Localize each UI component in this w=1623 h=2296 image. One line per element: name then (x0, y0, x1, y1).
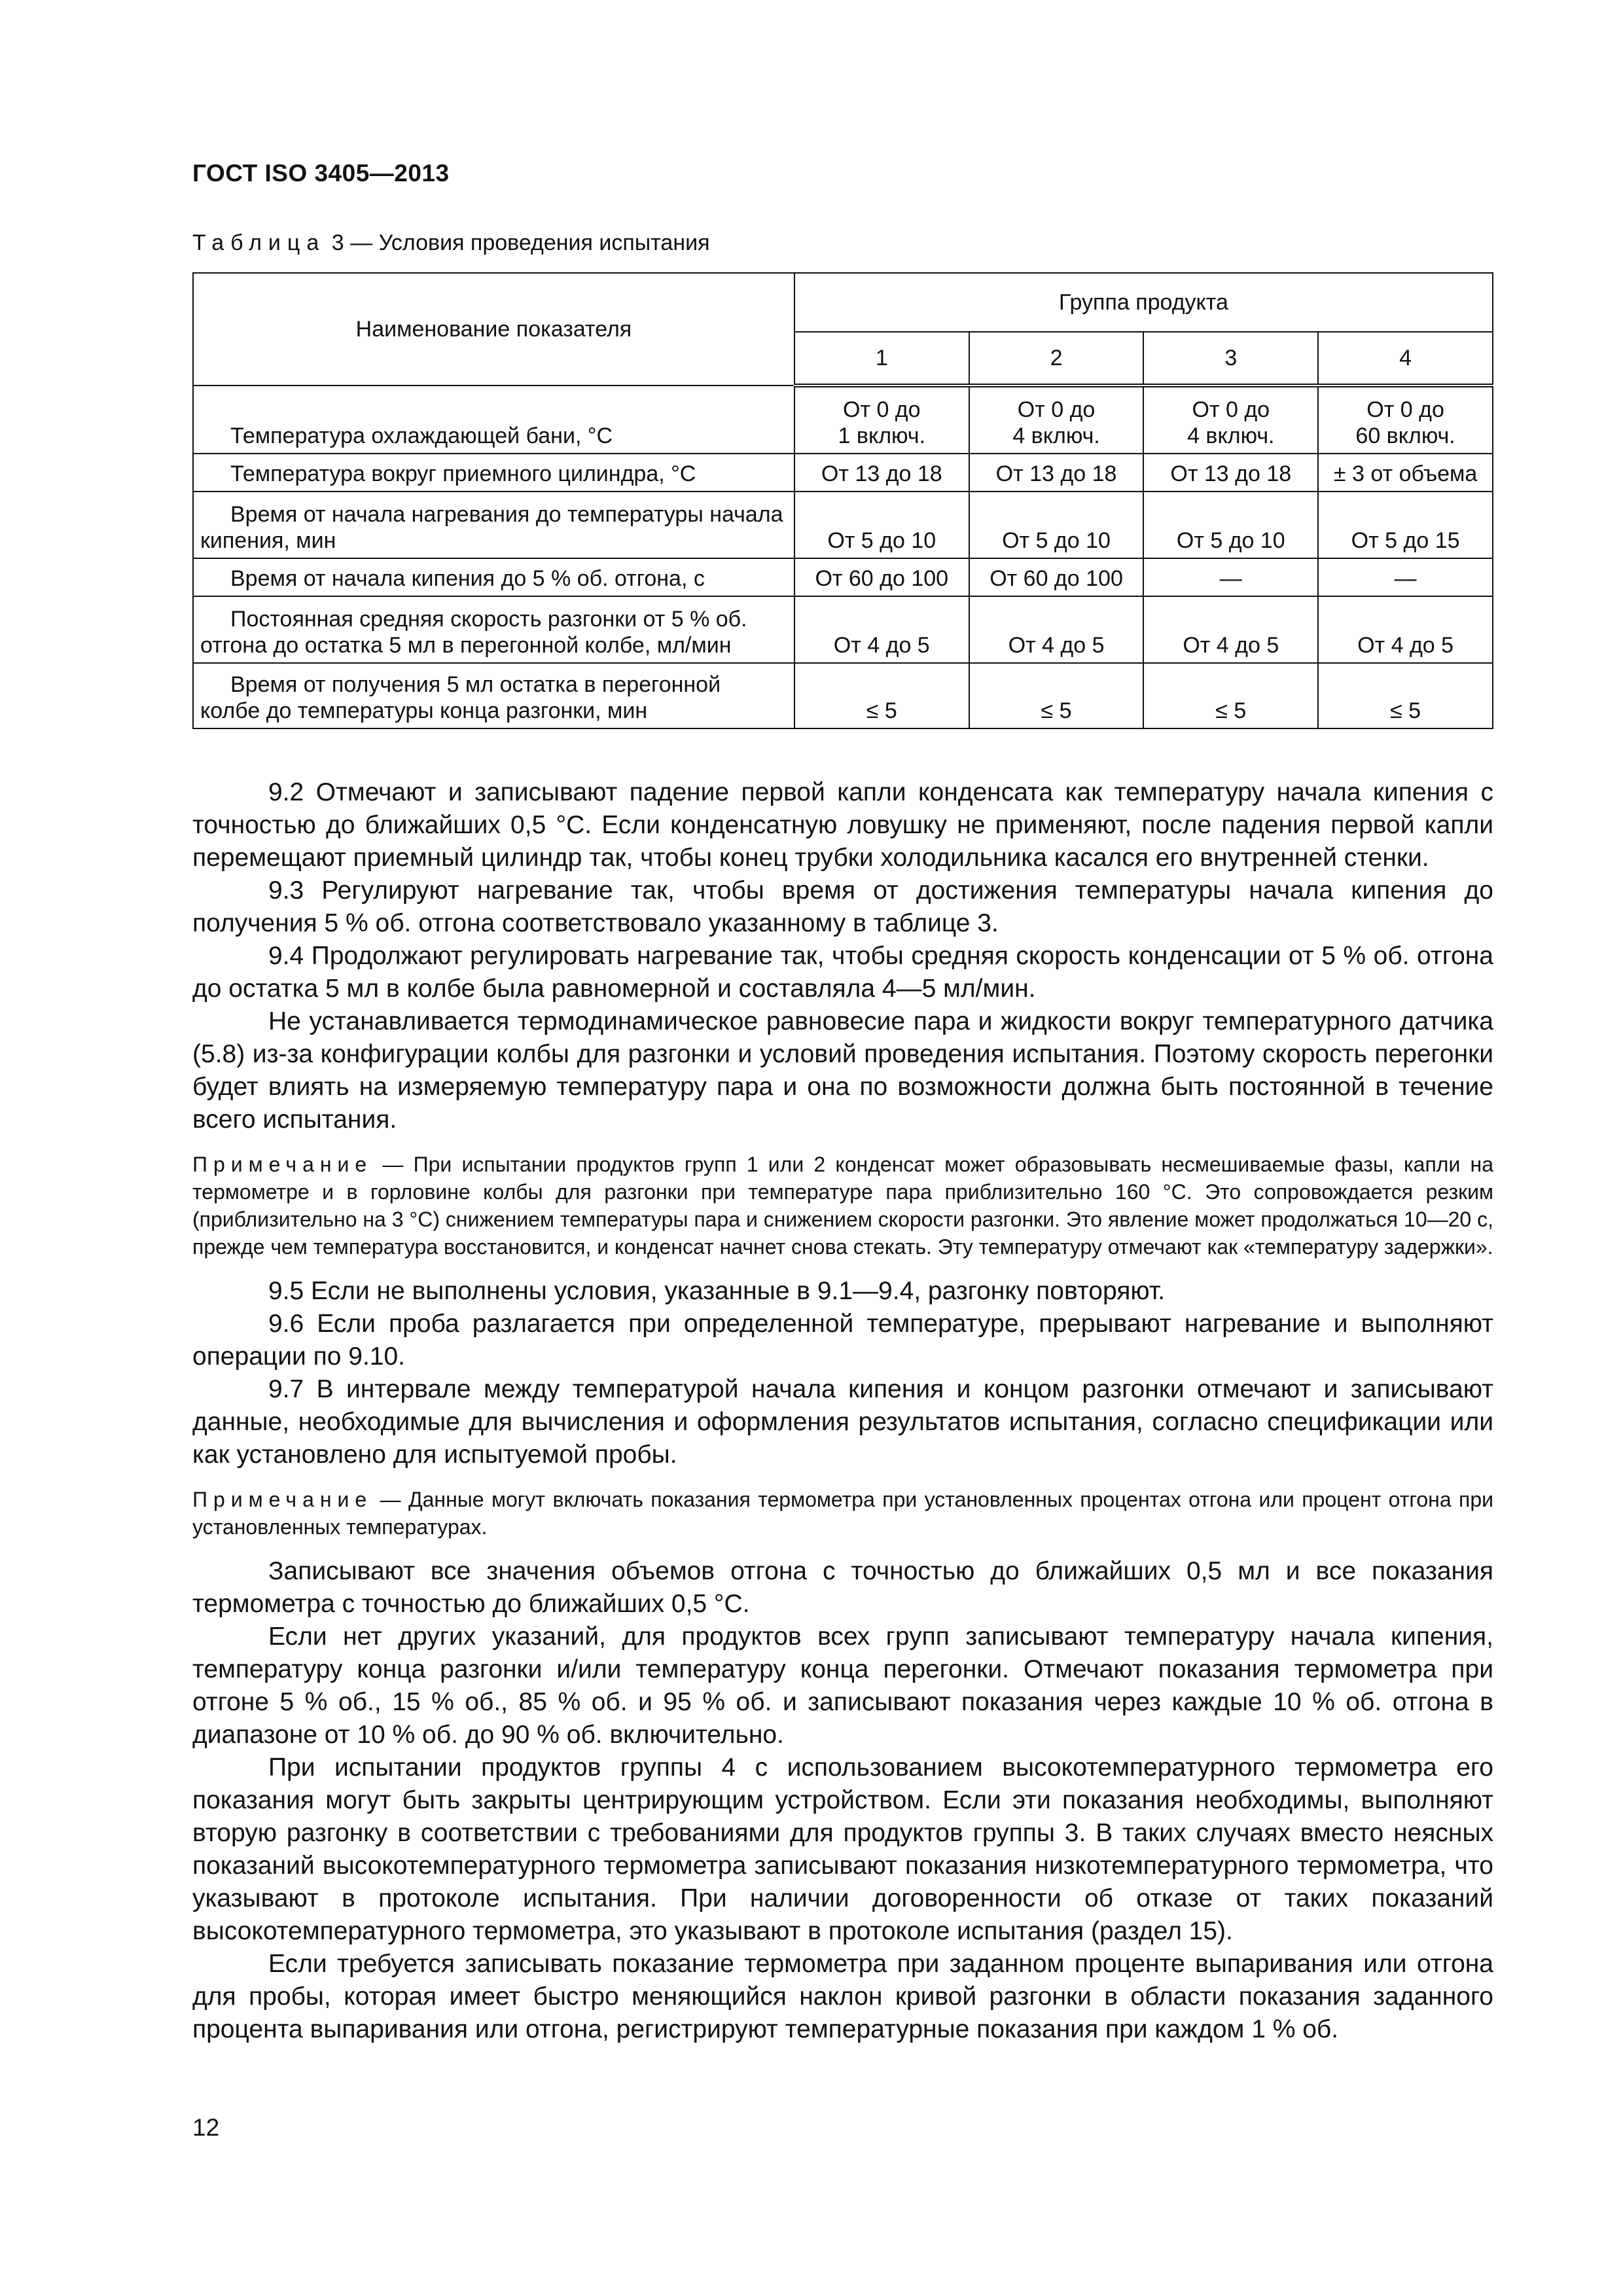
table-cell: От 4 до 5 (1318, 596, 1493, 663)
paragraph-9-5: 9.5 Если не выполнены условия, указанные в 9.1—9.4, разгонку повторяют. (268, 1277, 1166, 1305)
table-cell: От 13 до 18 (1143, 454, 1318, 492)
table-cell: От 5 до 10 (1143, 492, 1318, 558)
paragraph-9-2: 9.2 Отмечают и записывают падение первой капли конденсата как температуру начала кипения с точностью до ближайших 0,5 °С. Если конденсатную ловушку не применяют, после падения первой капли перемещают приемный цилиндр так, чтобы конец трубки холодильника касался его внутренней стенки. (192, 778, 1493, 872)
paragraph-9-6: 9.6 Если проба разлагается при определенной температуре, прерывают нагревание и выполняют операции по 9.10. (192, 1310, 1493, 1371)
document-code-header: ГОСТ ISO 3405—2013 (192, 160, 450, 187)
table-cell: От 0 до 60 включ. (1318, 386, 1493, 454)
table-cell: От 13 до 18 (794, 454, 969, 492)
table-cell: ≤ 5 (794, 663, 969, 728)
column-header-group-4: 4 (1318, 332, 1493, 386)
note-delay-temperature: Примечание — При испытании продуктов групп 1 или 2 конденсат может образовывать несмешиваемые фазы, капли на термометре и в горловине колбы для разгонки при температуре пара приблизительно 160 °С. Это сопровождается резким (приблизительно на 3 °С) снижением температуры пара и снижением скорости разгонки. Это явление может продолжаться 10—20 с, прежде чем температура восстановится, и конденсат начнет снова стекать. Эту температуру отмечают как «температуру задержки». (192, 1153, 1494, 1259)
table-caption (192, 230, 710, 256)
paragraph-all-groups: Если нет других указаний, для продуктов всех групп записывают температуру начала кипения, температуру конца разгонки и/или температуру конца перегонки. Отмечают показания термометра при отгоне 5 % об., 15 % об., 85 % об. и 95 % об. и записывают показания через каждые 10 % об. отгона в диапазоне от 10 % об. до 90 % об. включительно. (192, 1623, 1493, 1749)
column-header-product-group: Группа продукта (794, 273, 1493, 332)
body-text (192, 776, 1493, 2046)
column-header-group-3: 3 (1143, 332, 1318, 386)
table-cell: От 60 до 100 (794, 558, 969, 596)
table-cell: От 5 до 15 (1318, 492, 1493, 558)
table-cell: ≤ 5 (969, 663, 1144, 728)
table-row (193, 386, 1493, 454)
table-cell: От 13 до 18 (969, 454, 1144, 492)
note-readings: Примечание — Данные могут включать показания термометра при установленных процентах отгона или процент отгона при установленных температурах. (192, 1488, 1494, 1539)
table-caption-text: 3 — Условия проведения испытания (331, 230, 710, 255)
paragraph-9-7: 9.7 В интервале между температурой начала кипения и концом разгонки отмечают и записывают данные, необходимые для вычисления и оформления результатов испытания, согласно спецификации или как установлено для испытуемой пробы. (192, 1375, 1493, 1469)
table-cell: ≤ 5 (1143, 663, 1318, 728)
table-cell: ≤ 5 (1318, 663, 1493, 728)
table-cell: От 4 до 5 (1143, 596, 1318, 663)
paragraph-group-4: При испытании продуктов группы 4 с использованием высокотемпературного термометра его показания могут быть закрыты центрирующим устройством. Если эти показания необходимы, выполняют вторую разгонку в соответствии с требованиями для продуктов группы 3. В таких случаях вместо неясных показаний высокотемпературного термометра записывают показания низкотемпературного термометра, что указывают в протоколе испытания. При наличии договоренности об отказе от таких показаний высокотемпературного термометра, это указывают в протоколе испытания (раздел 15). (192, 1753, 1493, 1945)
column-header-group-2: 2 (969, 332, 1144, 386)
row-name-distillation-rate: Постоянная средняя скорость разгонки от 5 % об. отгона до остатка 5 мл в перегонной колбе, мл/мин (193, 596, 794, 663)
table-cell: От 60 до 100 (969, 558, 1144, 596)
paragraph-9-4: 9.4 Продолжают регулировать нагревание так, чтобы средняя скорость конденсации от 5 % об. отгона до остатка 5 мл в колбе была равномерной и составляла 4—5 мл/мин. (192, 942, 1493, 1003)
table-row (193, 558, 1493, 596)
table-cell: ± 3 от объема (1318, 454, 1493, 492)
table-cell: От 4 до 5 (969, 596, 1144, 663)
note-label: Примечание (192, 1153, 373, 1176)
table-cell: От 4 до 5 (794, 596, 969, 663)
table-caption-label: Таблица (192, 230, 326, 255)
paragraph-9-3: 9.3 Регулируют нагревание так, чтобы время от достижения температуры начала кипения до получения 5 % об. отгона соответствовало указанному в таблице 3. (192, 876, 1493, 937)
paragraph-record-values: Записывают все значения объемов отгона с точностью до ближайших 0,5 мл и все показания термометра с точностью до ближайших 0,5 °С. (192, 1557, 1493, 1618)
table-row (193, 663, 1493, 728)
paragraph-evaporation: Если требуется записывать показание термометра при заданном проценте выпаривания или отгона для пробы, которая имеет быстро меняющийся наклон кривой разгонки в области показания заданного процента выпаривания или отгона, регистрируют температурные показания при каждом 1 % об. (192, 1950, 1493, 2043)
row-name-heating-time: Время от начала нагревания до температуры начала кипения, мин (193, 492, 794, 558)
table-row (193, 492, 1493, 558)
table-cell: От 0 до 4 включ. (1143, 386, 1318, 454)
test-conditions-table (192, 272, 1493, 729)
paragraph-equilibrium: Не устанавливается термодинамическое равновесие пара и жидкости вокруг температурного датчика (5.8) из-за конфигурации колбы для разгонки и условий проведения испытания. Поэтому скорость перегонки будет влиять на измеряемую температуру пара и она по возможности должна быть постоянной в течение всего испытания. (192, 1007, 1493, 1134)
table-cell: От 5 до 10 (794, 492, 969, 558)
row-name-cooling-bath: Температура охлаждающей бани, °С (193, 386, 794, 454)
column-header-group-1: 1 (794, 332, 969, 386)
table-cell: От 0 до 1 включ. (794, 386, 969, 454)
table-row (193, 454, 1493, 492)
row-name-boiling-time: Время от начала кипения до 5 % об. отгона, с (193, 558, 794, 596)
note-label: Примечание (192, 1488, 373, 1511)
table-cell: От 0 до 4 включ. (969, 386, 1144, 454)
table-cell: — (1318, 558, 1493, 596)
column-header-indicator-name: Наименование показателя (193, 273, 794, 386)
table-row (193, 596, 1493, 663)
row-name-receiver-temp: Температура вокруг приемного цилиндра, °С (193, 454, 794, 492)
table-cell: От 5 до 10 (969, 492, 1144, 558)
row-name-end-time: Время от получения 5 мл остатка в перегонной колбе до температуры конца разгонки, мин (193, 663, 794, 728)
page-number: 12 (192, 2114, 220, 2141)
table-cell: — (1143, 558, 1318, 596)
